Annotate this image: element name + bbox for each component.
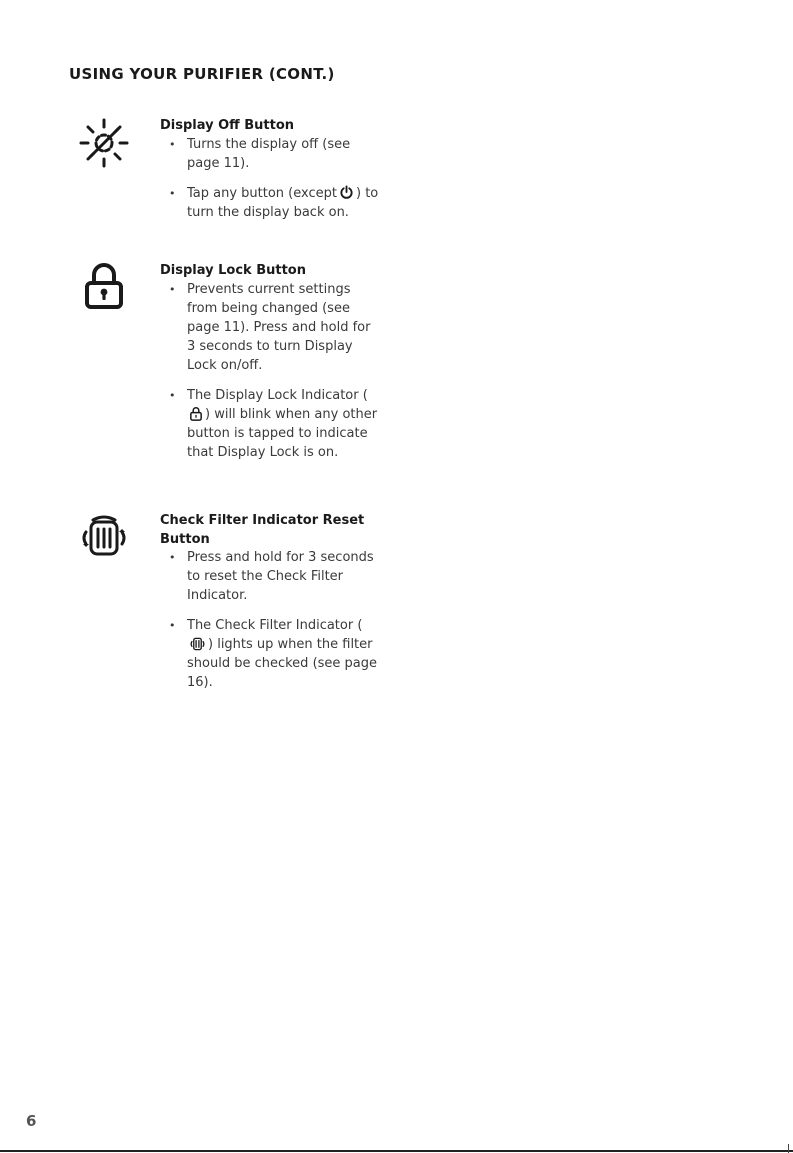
page-number: 6 bbox=[26, 1112, 37, 1130]
section-title: Display Lock Button bbox=[160, 263, 306, 278]
bullet-list bbox=[160, 280, 380, 473]
bullet-item: • Prevents current settings from being changed (see page 11). Press and hold for 3 seconds to turn Display Lock on/off. bbox=[160, 280, 380, 375]
bottom-rule bbox=[0, 1150, 793, 1152]
padlock-icon bbox=[77, 259, 131, 313]
filter-reset-icon bbox=[189, 636, 206, 651]
display-off-sun-slash-icon bbox=[77, 116, 131, 170]
bullet-list bbox=[160, 548, 380, 703]
bullet-item: • The Check Filter Indicator ( ) lights up when the filter should be checked (see page 16). bbox=[160, 616, 380, 692]
filter-reset-icon bbox=[77, 508, 131, 562]
padlock-icon bbox=[189, 406, 203, 421]
bullet-item: • Press and hold for 3 seconds to reset the Check Filter Indicator. bbox=[160, 548, 380, 605]
crop-mark bbox=[788, 1144, 789, 1153]
section-title: Display Off Button bbox=[160, 118, 295, 133]
power-icon bbox=[339, 185, 354, 200]
bullet-item: • Turns the display off (see page 11). bbox=[160, 135, 380, 173]
page-heading: USING YOUR PURIFIER (CONT.) bbox=[69, 65, 335, 83]
section-title: Check Filter Indicator Reset Button bbox=[160, 513, 365, 547]
bullet-item: • Tap any button (except ) to turn the display back on. bbox=[160, 184, 380, 222]
bullet-item: • The Display Lock Indicator ( ) will blink when any other button is tapped to indicate that Display Lock is on. bbox=[160, 386, 380, 462]
bullet-list bbox=[160, 135, 380, 233]
